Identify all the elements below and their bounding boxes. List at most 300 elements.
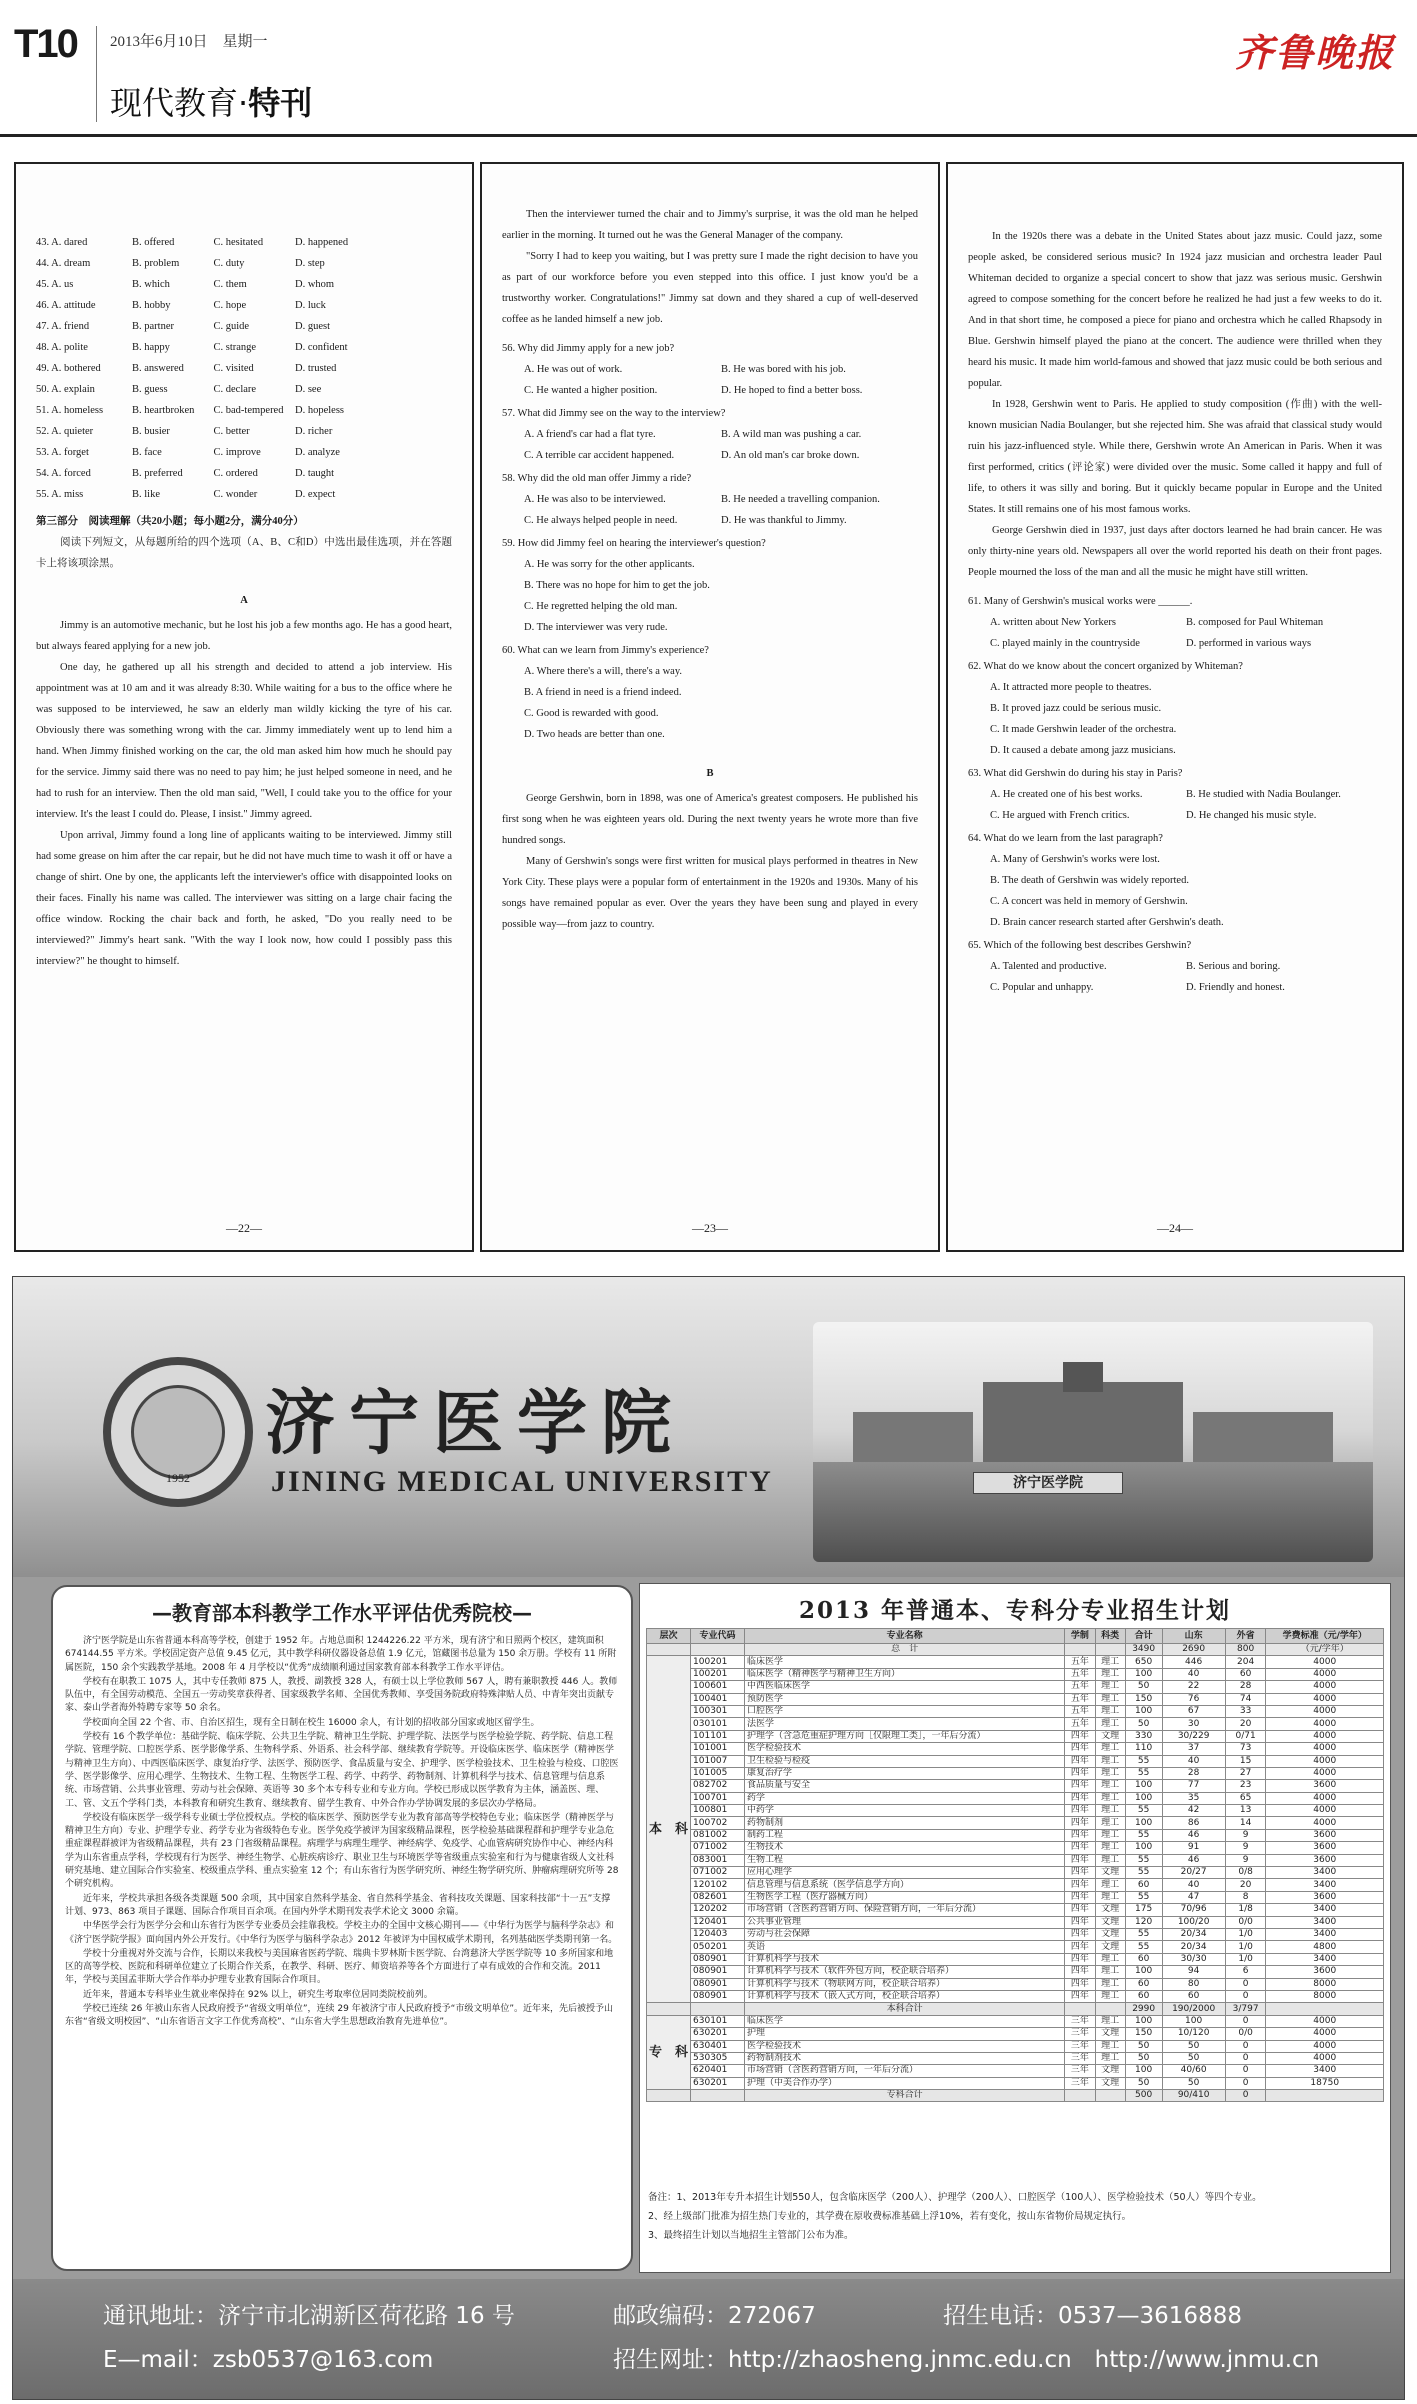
- table-cell: 理工: [1095, 1953, 1125, 1965]
- introduction-paragraph: 学校已连续 26 年被山东省人民政府授予“省级文明单位”，连续 29 年被济宁市人民政府授予“市级文明单位”。近年来，先后被授予山东省“省级文明校园”、“山东省语言文字工作优秀高校”、“山东省大学生思想政治教育先进单位”。: [65, 2004, 614, 2028]
- answer-option: 55. A. miss: [36, 489, 84, 500]
- table-cell: 100: [1125, 1792, 1162, 1804]
- table-cell: 4000: [1266, 2015, 1384, 2027]
- college-total-row-years: [1065, 2090, 1095, 2102]
- table-cell: 20/34: [1162, 1928, 1225, 1940]
- table-cell: 理工: [1095, 1681, 1125, 1693]
- table-cell: 91: [1162, 1842, 1225, 1854]
- answer-option: B. like: [132, 489, 160, 500]
- newspaper-brand: 齐鲁晚报: [1234, 30, 1395, 75]
- side-building-left: [853, 1412, 973, 1462]
- table-cell: 制药工程: [744, 1829, 1064, 1841]
- table-cell: 4000: [1266, 2040, 1384, 2052]
- table-cell: 446: [1162, 1656, 1225, 1668]
- table-cell: 081002: [691, 1829, 745, 1841]
- table-cell: 55: [1125, 1829, 1162, 1841]
- question-options: [502, 359, 918, 401]
- answer-row: [36, 295, 452, 316]
- answer-option: C. hesitated: [213, 237, 264, 248]
- table-cell: 4000: [1266, 2052, 1384, 2064]
- answer-option: D. guest: [295, 321, 330, 332]
- answer-option: B. partner: [132, 321, 174, 332]
- introduction-paragraph: 学校设有临床医学一级学科专业硕士学位授权点。学校的临床医学、预防医学专业为教育部高等学校特色专业；临床医学（精神医学与精神卫生方向）专业、护理学专业、药学专业为省级特色专业。医学免疫学被评为国家级精品课程，医学检验基础课程群和护理学专业急危重症课程群被评为省级精品课程，共有 23 门省级精品课程。病理学与病理生理学、神经病学、免疫学、心血管病研究协作中心、神经内科学为山东省重点学科，学校现有行为医学、神经生物学、心脏疾病诊疗、职业卫生与环境医学等省级重点实验室和行为与健康省级人文社科研究基地、建立国际合作实验室、校级重点学科、重点实验室 12 个；有山东省行为医学研究所、神经生物学研究所、肿瘤病理研究所等 28 个研究机构。: [65, 1812, 619, 1890]
- table-cell: 30/30: [1162, 1953, 1225, 1965]
- question-option: B. He was bored with his job.: [721, 364, 846, 375]
- table-row: [647, 1681, 1384, 1693]
- contact-website: 招生网址：http://zhaosheng.jnmc.edu.cn http://www.jnmu.cn: [613, 2347, 1320, 2373]
- question-option: C. He argued with French critics.: [990, 810, 1130, 821]
- page-footer-22: —22—: [226, 1221, 262, 1235]
- table-cell: 五年: [1065, 1705, 1095, 1717]
- university-seal-logo: [103, 1357, 253, 1507]
- table-header-cell: 专业名称: [744, 1629, 1064, 1644]
- answer-option: D. step: [295, 258, 325, 269]
- table-cell: 四年: [1065, 1817, 1095, 1829]
- table-cell: 650: [1125, 1656, 1162, 1668]
- table-cell: 文理: [1095, 1730, 1125, 1742]
- table-cell: 五年: [1065, 1693, 1095, 1705]
- contact-address: 通讯地址：济宁市北湖新区荷花路 16 号: [103, 2303, 515, 2329]
- answer-option: 49. A. bothered: [36, 363, 101, 374]
- table-cell: 四年: [1065, 1743, 1095, 1755]
- undergrad-total-row-total: 2990: [1125, 2003, 1162, 2015]
- table-cell: 101001: [691, 1743, 745, 1755]
- table-cell: 0/0: [1225, 2028, 1266, 2040]
- table-cell: 0/8: [1225, 1867, 1266, 1879]
- table-row: [647, 1891, 1384, 1903]
- table-cell: 50: [1125, 1681, 1162, 1693]
- table-row: [647, 1767, 1384, 1779]
- question-option: A. written about New Yorkers: [990, 617, 1116, 628]
- table-cell: 101007: [691, 1755, 745, 1767]
- table-cell: 23: [1225, 1780, 1266, 1792]
- table-cell: 中西医临床医学: [744, 1681, 1064, 1693]
- passage-b-text: [502, 788, 918, 935]
- table-cell: 071002: [691, 1842, 745, 1854]
- table-cell: 50: [1125, 2077, 1162, 2089]
- table-cell: 三年: [1065, 2065, 1095, 2077]
- seal-year: 1952: [166, 1471, 190, 1485]
- table-cell: 四年: [1065, 1941, 1095, 1953]
- page-footer-23: —23—: [692, 1221, 728, 1235]
- table-cell: 20/34: [1162, 1941, 1225, 1953]
- table-row: [647, 2077, 1384, 2089]
- table-header-cell: 层次: [647, 1629, 691, 1644]
- answer-row: [36, 484, 452, 505]
- grand-total-row-shandong: 2690: [1162, 1644, 1225, 1656]
- table-row: [647, 1842, 1384, 1854]
- table-cell: 卫生检验与检疫: [744, 1755, 1064, 1767]
- undergrad-total-row-category: [1095, 2003, 1125, 2015]
- answer-option: D. whom: [295, 279, 335, 290]
- grand-total-row: [647, 1644, 1384, 1656]
- table-cell: 文理: [1095, 2028, 1125, 2040]
- answer-option: B. guess: [132, 384, 168, 395]
- table-cell: 101005: [691, 1767, 745, 1779]
- answer-option: 53. A. forget: [36, 447, 89, 458]
- table-row: [647, 1705, 1384, 1717]
- answer-row: [36, 337, 452, 358]
- table-cell: 080901: [691, 1990, 745, 2002]
- note-line: 备注：1、2013年专升本招生计划550人，包含临床医学（200人）、护理学（200人）、口腔医学（100人）、医学检验技术（50人）等四个专业。: [648, 2192, 1262, 2203]
- university-name-en: JINING MEDICAL UNIVERSITY: [271, 1465, 773, 1498]
- question-option: C. Good is rewarded with good.: [524, 708, 659, 719]
- table-cell: 理工: [1095, 2040, 1125, 2052]
- table-cell: 三年: [1065, 2015, 1095, 2027]
- table-cell: 医学检验技术: [744, 2040, 1064, 2052]
- passage-paragraph: "Sorry I had to keep you waiting, but I was pretty sure I made the right decision to have you as part of our workforce before you even stepped into this office. I just know you'd be a trustworthy worker. Congratulations!" Jimmy sat down and they shared a cup of well-deserved coffee as he landed himself a new job.: [502, 251, 918, 325]
- table-cell: 37: [1162, 1743, 1225, 1755]
- answer-options-list: [36, 232, 452, 505]
- table-cell: 101101: [691, 1730, 745, 1742]
- passage-b-label: B: [706, 768, 714, 779]
- table-cell: 3400: [1266, 1867, 1384, 1879]
- table-cell: 1/0: [1225, 1941, 1266, 1953]
- contact-bar: [13, 2279, 1404, 2399]
- question-option: C. played mainly in the countryside: [990, 638, 1140, 649]
- table-cell: 临床医学（精神医学与精神卫生方向）: [744, 1668, 1064, 1680]
- table-cell: 65: [1225, 1792, 1266, 1804]
- table-cell: 0: [1225, 2052, 1266, 2064]
- table-cell: 100: [1125, 1780, 1162, 1792]
- table-cell: 13: [1225, 1805, 1266, 1817]
- table-cell: 18750: [1266, 2077, 1384, 2089]
- answer-option: D. expect: [295, 489, 336, 500]
- table-cell: 080901: [691, 1966, 745, 1978]
- table-cell: 150: [1125, 2028, 1162, 2040]
- table-cell: 100: [1125, 1842, 1162, 1854]
- table-cell: 28: [1162, 1767, 1225, 1779]
- question-option: B. There was no hope for him to get the job.: [524, 580, 710, 591]
- table-cell: 9: [1225, 1829, 1266, 1841]
- table-row: [647, 1916, 1384, 1928]
- answer-option: 50. A. explain: [36, 384, 95, 395]
- question-stem: 59. How did Jimmy feel on hearing the interviewer's question?: [502, 538, 766, 549]
- table-cell: 60: [1162, 1990, 1225, 2002]
- table-cell: 公共事业管理: [744, 1916, 1064, 1928]
- table-cell: 080901: [691, 1978, 745, 1990]
- page-number: T10: [14, 22, 77, 66]
- grand-total-row-code: [691, 1644, 745, 1656]
- table-cell: 0: [1225, 1990, 1266, 2002]
- table-cell: 3600: [1266, 1780, 1384, 1792]
- table-cell: 94: [1162, 1966, 1225, 1978]
- undergrad-total-row-label: 本科合计: [744, 2003, 1064, 2015]
- question-option: D. He changed his music style.: [1186, 810, 1317, 821]
- table-cell: 60: [1125, 1990, 1162, 2002]
- table-cell: 3600: [1266, 1854, 1384, 1866]
- table-cell: 6: [1225, 1966, 1266, 1978]
- table-cell: 120: [1125, 1916, 1162, 1928]
- question-option: D. The interviewer was very rude.: [524, 622, 668, 633]
- table-cell: 35: [1162, 1792, 1225, 1804]
- college-total-row-fee: [1266, 2090, 1384, 2102]
- answer-row: [36, 316, 452, 337]
- table-cell: 50: [1125, 2040, 1162, 2052]
- question-stem: 62. What do we know about the concert organized by Whiteman?: [968, 661, 1243, 672]
- question-option: A. It attracted more people to theatres.: [990, 682, 1152, 693]
- table-cell: 理工: [1095, 1668, 1125, 1680]
- answer-option: B. busier: [132, 426, 170, 437]
- table-cell: 30/229: [1162, 1730, 1225, 1742]
- table-row: [647, 1953, 1384, 1965]
- table-cell: 预防医学: [744, 1693, 1064, 1705]
- passage-paragraph: One day, he gathered up all his strength and decided to attend a job interview. His appointment was at 10 am and it was already 8:30. While waiting for a bus to the office where he was supposed to be interviewed, he saw an elderly man wildly kicking the tyre of his car. Obviously there was something wrong with the car. Jimmy immediately went up to lend him a hand. When Jimmy finished working on the car, the old man asked him how much he should pay for the service. Jimmy said there was no need to pay him; he just helped someone in need, and he had to rush for an interview. Then the old man said, "Well, I could take you to the office for your interview. It's the least I could do. Please, I insist." Jimmy agreed.: [36, 662, 452, 820]
- table-cell: 计算机科学与技术（物联网方向，校企联合培养）: [744, 1978, 1064, 1990]
- question-option: C. He regretted helping the old man.: [524, 601, 678, 612]
- question-option: C. He wanted a higher position.: [524, 385, 658, 396]
- exam-page-22-content: [36, 184, 452, 1210]
- table-cell: 4000: [1266, 1755, 1384, 1767]
- question-option: A. He created one of his best works.: [990, 789, 1143, 800]
- section-title: [110, 78, 312, 124]
- table-cell: 3400: [1266, 1928, 1384, 1940]
- college-total-row-label: 专科合计: [744, 2090, 1064, 2102]
- section-title-left: 现代教育·: [110, 84, 249, 122]
- table-cell: 20: [1225, 1879, 1266, 1891]
- table-cell: 100801: [691, 1805, 745, 1817]
- question-options: [502, 489, 918, 531]
- answer-option: 52. A. quieter: [36, 426, 94, 437]
- campus-photo: [813, 1322, 1373, 1562]
- note-line: 3、最终招生计划以当地招生主管部门公布为准。: [648, 2230, 854, 2241]
- answer-option: D. luck: [295, 300, 326, 311]
- table-row: [647, 1990, 1384, 2002]
- university-introduction-card: [51, 1585, 633, 2271]
- table-cell: 理工: [1095, 1990, 1125, 2002]
- table-cell: 27: [1225, 1767, 1266, 1779]
- table-header-cell: 专业代码: [691, 1629, 745, 1644]
- contact-phone: 招生电话：0537—3616888: [943, 2303, 1242, 2329]
- table-cell: 英语: [744, 1941, 1064, 1953]
- answer-option: C. declare: [213, 384, 257, 395]
- table-row: [647, 2028, 1384, 2040]
- table-cell: 4000: [1266, 1805, 1384, 1817]
- table-cell: 050201: [691, 1941, 745, 1953]
- table-row: [647, 1656, 1384, 1668]
- answer-option: 48. A. polite: [36, 342, 88, 353]
- college-total-row: [647, 2090, 1384, 2102]
- introduction-body: [65, 1635, 619, 2261]
- college-total-row-category: [1095, 2090, 1125, 2102]
- question-options: [502, 424, 918, 466]
- table-cell: 理工: [1095, 2052, 1125, 2064]
- answer-row: [36, 379, 452, 400]
- table-cell: 120403: [691, 1928, 745, 1940]
- table-cell: 0: [1225, 2065, 1266, 2077]
- table-cell: 3400: [1266, 2065, 1384, 2077]
- table-cell: 100701: [691, 1792, 745, 1804]
- table-row: [647, 2052, 1384, 2064]
- introduction-paragraph: 学校有在职教工 1075 人，其中专任教师 875 人，教授、副教授 328 人，有硕士以上学位教师 567 人，聘有兼职教授 446 人。教师队伍中，有全国劳动模范、全国五一劳动奖章获得者、国家级教学名师、全国优秀教师、享受国务院政府特殊津贴人员、中青年突出贡献专家、泰山学者海外特聘专家等 50 余名。: [65, 1676, 618, 1714]
- table-cell: 五年: [1065, 1656, 1095, 1668]
- table-cell: 110: [1125, 1743, 1162, 1755]
- table-cell: 信息管理与信息系统（医学信息学方向）: [744, 1879, 1064, 1891]
- table-cell: 护理: [744, 2028, 1064, 2040]
- table-cell: 4000: [1266, 1705, 1384, 1717]
- table-cell: 文理: [1095, 2077, 1125, 2089]
- answer-row: [36, 253, 452, 274]
- table-cell: 40: [1162, 1668, 1225, 1680]
- table-cell: 3600: [1266, 1829, 1384, 1841]
- table-row: [647, 1854, 1384, 1866]
- table-cell: 四年: [1065, 1829, 1095, 1841]
- question-option: D. performed in various ways: [1186, 638, 1312, 649]
- table-cell: 四年: [1065, 1854, 1095, 1866]
- table-cell: 理工: [1095, 1966, 1125, 1978]
- table-cell: 30: [1162, 1718, 1225, 1730]
- question-option: C. It made Gershwin leader of the orchestra.: [990, 724, 1177, 735]
- table-cell: 76: [1162, 1693, 1225, 1705]
- table-row: [647, 1879, 1384, 1891]
- table-cell: 55: [1125, 1755, 1162, 1767]
- question-option: A. He was out of work.: [524, 364, 623, 375]
- table-cell: 080901: [691, 1953, 745, 1965]
- answer-option: 45. A. us: [36, 279, 74, 290]
- table-cell: 口腔医学: [744, 1705, 1064, 1717]
- table-cell: 120102: [691, 1879, 745, 1891]
- table-row: [647, 1817, 1384, 1829]
- table-row: [647, 1928, 1384, 1940]
- question-stem: 60. What can we learn from Jimmy's experience?: [502, 645, 709, 656]
- table-row: [647, 1718, 1384, 1730]
- answer-option: D. richer: [295, 426, 333, 437]
- table-header-cell: 科类: [1095, 1629, 1125, 1644]
- table-cell: 市场营销（含医药营销方向，一年后分流）: [744, 2065, 1064, 2077]
- table-cell: 150: [1125, 1693, 1162, 1705]
- answer-row: [36, 274, 452, 295]
- table-cell: 理工: [1095, 1978, 1125, 1990]
- table-cell: 55: [1125, 1928, 1162, 1940]
- introduction-paragraph: 近年来，普通本专科毕业生就业率保持在 92% 以上，研究生考取率位居同类院校前列。: [83, 1989, 433, 2000]
- table-cell: 50: [1125, 2052, 1162, 2064]
- table-cell: 4000: [1266, 1718, 1384, 1730]
- table-cell: 文理: [1095, 1867, 1125, 1879]
- answer-option: C. them: [213, 279, 247, 290]
- table-cell: 五年: [1065, 1668, 1095, 1680]
- table-cell: 理工: [1095, 1854, 1125, 1866]
- question-option: A. Where there's a will, there's a way.: [524, 666, 683, 677]
- questions-56-60: [502, 338, 918, 745]
- table-cell: 100: [1125, 2015, 1162, 2027]
- table-cell: 计算机科学与技术（嵌入式方向，校企联合培养）: [744, 1990, 1064, 2002]
- table-cell: 630201: [691, 2028, 745, 2040]
- table-cell: 理工: [1095, 1767, 1125, 1779]
- answer-option: B. face: [132, 447, 162, 458]
- table-cell: 8: [1225, 1891, 1266, 1903]
- table-cell: 理工: [1095, 1842, 1125, 1854]
- table-cell: 50: [1162, 2040, 1225, 2052]
- answer-option: B. hobby: [132, 300, 171, 311]
- table-row: [647, 1966, 1384, 1978]
- question-option: B. A friend in need is a friend indeed.: [524, 687, 682, 698]
- table-cell: 3400: [1266, 1953, 1384, 1965]
- question-option: C. He always helped people in need.: [524, 515, 678, 526]
- table-cell: 四年: [1065, 1953, 1095, 1965]
- table-cell: 医学检验技术: [744, 1743, 1064, 1755]
- table-cell: 60: [1125, 1879, 1162, 1891]
- table-cell: 082601: [691, 1891, 745, 1903]
- table-cell: 73: [1225, 1743, 1266, 1755]
- exam-page-23-content: [502, 184, 918, 1210]
- table-cell: 药物制剂: [744, 1817, 1064, 1829]
- table-cell: 74: [1225, 1693, 1266, 1705]
- table-cell: 0: [1225, 2015, 1266, 2027]
- table-cell: 理工: [1095, 1718, 1125, 1730]
- passage-paragraph: Many of Gershwin's songs were first written for musical plays performed in theatres in New York City. These plays were a popular form of entertainment in the 1920s and 1930s. Many of his songs have remained popular as ever. Over the years they have been sung and played in every possible way—from jazz to country.: [502, 856, 918, 930]
- answer-option: D. confident: [295, 342, 348, 353]
- table-cell: 3400: [1266, 1879, 1384, 1891]
- question-option: D. He hoped to find a better boss.: [721, 385, 863, 396]
- table-cell: 4000: [1266, 1681, 1384, 1693]
- answer-option: C. bad-tempered: [213, 405, 284, 416]
- passage-paragraph: Jimmy is an automotive mechanic, but he lost his job a few months ago. He has a good heart, but always feared applying for a new job.: [36, 620, 452, 652]
- table-cell: 100201: [691, 1656, 745, 1668]
- table-cell: 药学: [744, 1792, 1064, 1804]
- table-cell: 理工: [1095, 1891, 1125, 1903]
- table-cell: 071002: [691, 1867, 745, 1879]
- note-line: 2、经上级部门批准为招生热门专业的，其学费在原收费标准基础上浮10%，若有变化，按山东省物价局规定执行。: [648, 2211, 1132, 2222]
- table-cell: 55: [1125, 1867, 1162, 1879]
- question-stem: 61. Many of Gershwin's musical works were ______.: [968, 596, 1193, 607]
- building-tower: [1063, 1362, 1103, 1392]
- answer-option: D. taught: [295, 468, 335, 479]
- table-cell: 100/20: [1162, 1916, 1225, 1928]
- table-cell: 4000: [1266, 2028, 1384, 2040]
- passage-paragraph: George Gershwin, born in 1898, was one of America's greatest composers. He published his first song when he was eighteen years old. During the next twenty years he wrote more than five hundred songs.: [502, 793, 918, 846]
- passage-paragraph: George Gershwin died in 1937, just days after doctors learned he had brain cancer. He was only thirty-nine years old. Newspapers all over the world reported his death on their front pages. People mourned the loss of the man and all the music he might have still written.: [968, 525, 1382, 578]
- grand-total-row-category: [1095, 1644, 1125, 1656]
- answer-option: 54. A. forced: [36, 468, 91, 479]
- answer-row: [36, 232, 452, 253]
- table-cell: 55: [1125, 1767, 1162, 1779]
- answer-option: C. better: [213, 426, 250, 437]
- table-cell: 9: [1225, 1854, 1266, 1866]
- answer-row: [36, 400, 452, 421]
- university-advertisement: [12, 1276, 1405, 2400]
- question-option: A. A friend's car had a flat tyre.: [524, 429, 656, 440]
- table-cell: 生物技术: [744, 1842, 1064, 1854]
- table-cell: 42: [1162, 1805, 1225, 1817]
- table-cell: 100601: [691, 1681, 745, 1693]
- question-option: D. An old man's car broke down.: [721, 450, 860, 461]
- seal-inner-ring: [131, 1385, 225, 1479]
- answer-option: D. hopeless: [295, 405, 344, 416]
- table-cell: 100201: [691, 1668, 745, 1680]
- table-cell: 四年: [1065, 1916, 1095, 1928]
- table-cell: 理工: [1095, 1705, 1125, 1717]
- grand-total-row-total: 3490: [1125, 1644, 1162, 1656]
- table-cell: 四年: [1065, 1755, 1095, 1767]
- answer-option: 46. A. attitude: [36, 300, 96, 311]
- table-cell: 083001: [691, 1854, 745, 1866]
- introduction-paragraph: 济宁医学院是山东省普通本科高等学校，创建于 1952 年。占地总面积 1244226.22 平方米，现有济宁和日照两个校区，建筑面积 674144.55 平方米。学校固定资产总值 9.45 亿元，其中教学科研仪器设备总值 1.9 亿元，馆藏图书总量为 150 余万册。学校有 11 所附属医院，150 余个实践教学基地。2008 年 4 月学校以“优秀”成绩顺利通过国家教育部本科教学工作水平评估。: [65, 1636, 617, 1673]
- table-cell: 理工: [1095, 1805, 1125, 1817]
- grand-total-row-fee: （元/学年）: [1266, 1644, 1384, 1656]
- table-cell: 文理: [1095, 1916, 1125, 1928]
- table-cell: 55: [1125, 1891, 1162, 1903]
- table-cell: 55: [1125, 1941, 1162, 1953]
- table-cell: 3400: [1266, 1916, 1384, 1928]
- exam-page-24-content: [968, 184, 1382, 1210]
- introduction-title: —教育部本科教学工作水平评估优秀院校—: [152, 1601, 532, 1625]
- table-cell: 4000: [1266, 1656, 1384, 1668]
- table-cell: 1/0: [1225, 1953, 1266, 1965]
- table-cell: 四年: [1065, 1767, 1095, 1779]
- table-cell: 0: [1225, 2077, 1266, 2089]
- table-cell: 四年: [1065, 1879, 1095, 1891]
- question-option: B. He studied with Nadia Boulanger.: [1186, 789, 1341, 800]
